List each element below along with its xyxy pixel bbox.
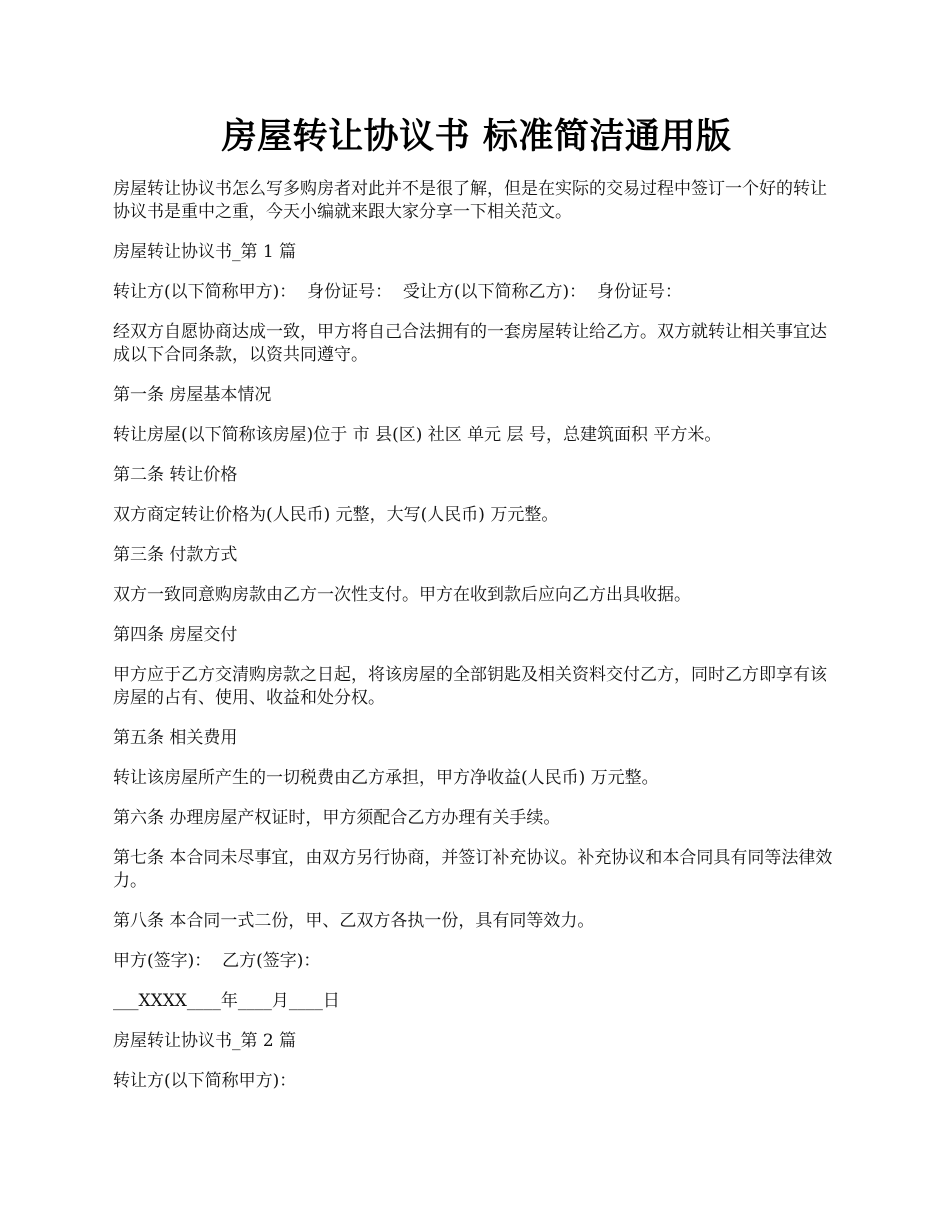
- article-4-heading: 第四条 房屋交付: [113, 625, 238, 645]
- article-3-text: 双方一致同意购房款由乙方一次性支付。甲方在收到款后应向乙方出具收据。: [113, 585, 691, 605]
- article-7-text: 第七条 本合同未尽事宜，由双方另行协商，并签订补充协议。补充协议和本合同具有同等法律效力。: [113, 848, 833, 891]
- section-heading-part-1: 房屋转让协议书_第 1 篇: [113, 242, 297, 262]
- article-6-text: 第六条 办理房屋产权证时，甲方须配合乙方办理有关手续。: [113, 808, 561, 828]
- article-1-text: 转让房屋(以下简称该房屋)位于 市 县(区) 社区 单元 层 号，总建筑面积 平方米。: [113, 425, 722, 445]
- date-line: ___XXXX____年____月____日: [113, 991, 340, 1011]
- agreement-preamble: 经双方自愿协商达成一致，甲方将自己合法拥有的一套房屋转让给乙方。双方就转让相关事宜达成以下合同条款，以资共同遵守。: [113, 322, 827, 365]
- document-title: 房屋转让协议书 标准简洁通用版: [221, 117, 732, 157]
- article-4-text: 甲方应于乙方交清购房款之日起，将该房屋的全部钥匙及相关资料交付乙方，同时乙方即享有该房屋的占有、使用、收益和处分权。: [113, 665, 827, 708]
- article-5-heading: 第五条 相关费用: [113, 728, 238, 748]
- section-heading-part-2: 房屋转让协议书_第 2 篇: [113, 1031, 297, 1051]
- transferor-line: 转让方(以下简称甲方)：: [113, 1071, 297, 1091]
- article-2-heading: 第二条 转让价格: [113, 465, 238, 485]
- article-2-text: 双方商定转让价格为(人民币) 元整，大写(人民币) 万元整。: [113, 505, 559, 525]
- parties-line: 转让方(以下简称甲方)： 身份证号： 受让方(以下简称乙方)： 身份证号：: [113, 282, 682, 302]
- document-body: [113, 178, 840, 1093]
- article-8-text: 第八条 本合同一式二份，甲、乙双方各执一份，具有同等效力。: [113, 911, 595, 931]
- signature-line: 甲方(签字)： 乙方(签字)：: [113, 951, 321, 971]
- article-3-heading: 第三条 付款方式: [113, 545, 238, 565]
- article-1-heading: 第一条 房屋基本情况: [113, 385, 272, 405]
- intro-paragraph: 房屋转让协议书怎么写多购房者对此并不是很了解，但是在实际的交易过程中签订一个好的转让协议书是重中之重，今天小编就来跟大家分享一下相关范文。: [113, 179, 827, 222]
- article-5-text: 转让该房屋所产生的一切税费由乙方承担，甲方净收益(人民币) 万元整。: [113, 768, 659, 788]
